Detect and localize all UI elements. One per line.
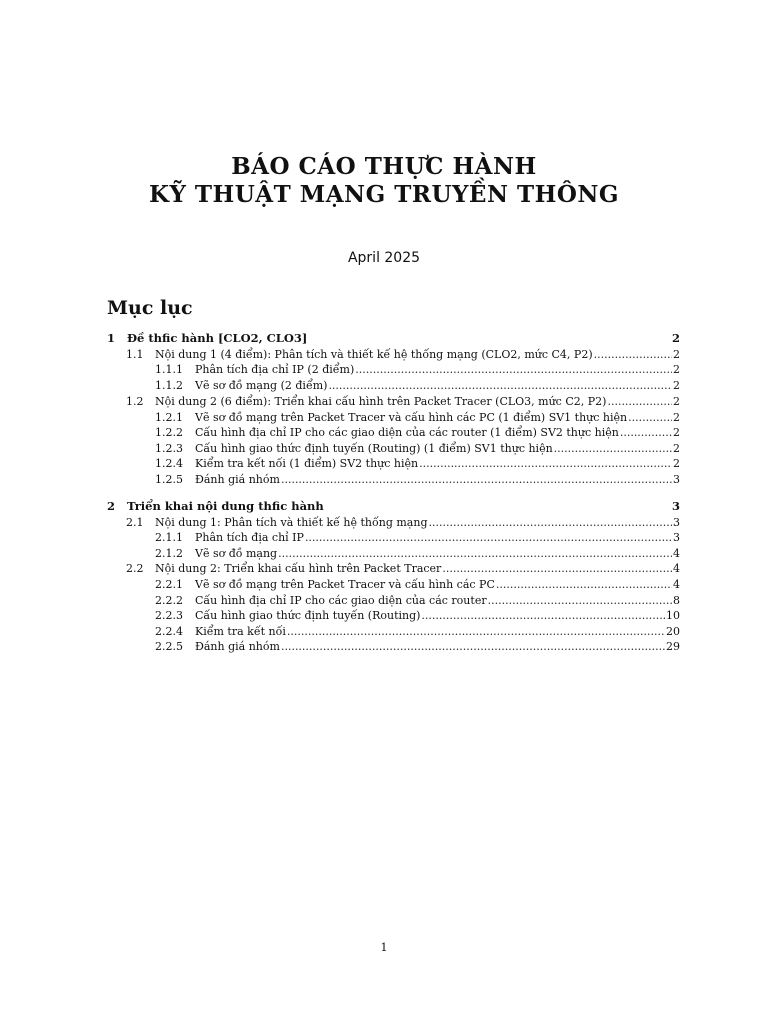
toc-entry-label: Kiểm tra kết nối — [195, 625, 286, 638]
toc-entry-page: 3 — [673, 473, 680, 486]
toc-entry-page: 2 — [673, 411, 680, 424]
toc-entry-number: 2.1.1 — [155, 531, 183, 544]
toc-entry[interactable] — [0, 561, 768, 576]
toc-entry-label: Vẽ sơ đồ mạng — [195, 547, 278, 560]
toc-entry-page: 4 — [673, 547, 680, 560]
toc-entry-number: 1.2.5 — [155, 473, 183, 486]
toc-entry[interactable] — [0, 410, 768, 425]
toc-entry[interactable] — [0, 530, 768, 545]
toc-entry-label: Nội dung 2: Triển khai cấu hình trên Packet Tracer — [155, 562, 442, 575]
toc-entry-number: 2.1.2 — [155, 547, 183, 560]
toc-entry-label: Cấu hình địa chỉ IP cho các giao diện của các router — [195, 594, 487, 607]
toc-entry-page: 4 — [673, 562, 680, 575]
toc-entry-label: Đánh giá nhóm — [195, 640, 280, 653]
toc-entry[interactable] — [0, 608, 768, 623]
toc-entry[interactable] — [0, 347, 768, 362]
toc-entry-number: 2.2.5 — [155, 640, 183, 653]
toc-entry-page: 10 — [666, 609, 680, 622]
toc-entry-page: 2 — [673, 442, 680, 455]
toc-entry-page: 2 — [673, 348, 680, 361]
toc-entry[interactable] — [0, 456, 768, 471]
toc-entry-label: Phân tích địa chỉ IP — [195, 531, 304, 544]
toc-entry-page: 2 — [671, 331, 680, 345]
toc-entry[interactable] — [0, 546, 768, 561]
toc-entry-number: 1.2.3 — [155, 442, 183, 455]
toc-entry[interactable] — [0, 441, 768, 456]
toc-entry-number: 2.2.1 — [155, 578, 183, 591]
toc-entry-number: 2.2.2 — [155, 594, 183, 607]
toc-entry-label: Nội dung 2 (6 điểm): Triển khai cấu hình trên Packet Tracer (CLO3, mức C2, P2) — [155, 395, 607, 408]
toc-entry[interactable] — [0, 639, 768, 654]
toc-entry-number: 2.2.4 — [155, 625, 183, 638]
toc-entry-page: 3 — [673, 531, 680, 544]
toc-entry-page: 8 — [673, 594, 680, 607]
toc-entry-number: 1.1.2 — [155, 379, 183, 392]
toc-entry-page: 2 — [673, 363, 680, 376]
toc-entry-page: 2 — [673, 395, 680, 408]
toc-entry-number: 2.2.3 — [155, 609, 183, 622]
toc-entry-number: 1.1 — [126, 348, 144, 361]
toc-entry-page: 4 — [673, 578, 680, 591]
toc-entry[interactable] — [0, 499, 768, 514]
toc-entry-page: 20 — [666, 625, 680, 638]
toc-entry-number: 1.2.1 — [155, 411, 183, 424]
toc-entry-label: Phân tích địa chỉ IP (2 điểm) — [195, 363, 355, 376]
toc-entry-label: Cấu hình giao thức định tuyến (Routing) (1 điểm) SV1 thực hiện — [195, 442, 553, 455]
toc-entry-label: Cấu hình địa chỉ IP cho các giao diện của các router (1 điểm) SV2 thực hiện — [195, 426, 619, 439]
toc-entry-label: Cấu hình giao thức định tuyến (Routing) — [195, 609, 421, 622]
toc-entry-label: Kiểm tra kết nối (1 điểm) SV2 thực hiện — [195, 457, 419, 470]
toc-entry-number: 2.2 — [126, 562, 144, 575]
toc-entry-label: Đề thfic hành [CLO2, CLO3] — [127, 331, 308, 345]
toc-entry-number: 1.2 — [126, 395, 144, 408]
toc-entry-number: 1 — [107, 331, 116, 345]
toc-entry-number: 1.2.2 — [155, 426, 183, 439]
report-date: April 2025 — [347, 250, 421, 266]
toc-entry-label: Vẽ sơ đồ mạng (2 điểm) — [195, 379, 328, 392]
toc-entry[interactable] — [0, 362, 768, 377]
toc-entry[interactable] — [0, 515, 768, 530]
toc-entry[interactable] — [0, 425, 768, 440]
report-title-line2: KỸ THUẬT MẠNG TRUYỀN THÔNG — [148, 181, 620, 208]
toc-entry-page: 2 — [673, 426, 680, 439]
toc-entry-label: Vẽ sơ đồ mạng trên Packet Tracer và cấu hình các PC — [195, 578, 495, 591]
toc-entry-page: 2 — [673, 457, 680, 470]
toc-entry-number: 2 — [107, 499, 116, 513]
toc-entry-page: 3 — [673, 516, 680, 529]
toc-entry[interactable] — [0, 593, 768, 608]
toc-entry-page: 2 — [673, 379, 680, 392]
toc-entry-number: 2.1 — [126, 516, 144, 529]
toc-entry-number: 1.2.4 — [155, 457, 183, 470]
toc-entry[interactable] — [0, 378, 768, 393]
toc-entry[interactable] — [0, 577, 768, 592]
page-number: 1 — [380, 941, 388, 954]
toc-entry-label: Triển khai nội dung thfic hành — [127, 499, 324, 513]
toc-entry-page: 3 — [671, 499, 680, 513]
toc-entry-page: 29 — [666, 640, 680, 653]
toc-entry[interactable] — [0, 624, 768, 639]
toc-entry[interactable] — [0, 331, 768, 346]
toc-entry-label: Đánh giá nhóm — [195, 473, 280, 486]
toc-entry-label: Nội dung 1: Phân tích và thiết kế hệ thống mạng — [155, 516, 428, 529]
toc-heading: Mục lục — [107, 297, 193, 319]
toc-entry-label: Nội dung 1 (4 điểm): Phân tích và thiết kế hệ thống mạng (CLO2, mức C4, P2) — [155, 348, 593, 361]
toc-entry[interactable] — [0, 472, 768, 487]
toc-entry[interactable] — [0, 394, 768, 409]
report-title-line1: BÁO CÁO THỰC HÀNH — [231, 153, 537, 180]
toc-entry-label: Vẽ sơ đồ mạng trên Packet Tracer và cấu hình các PC (1 điểm) SV1 thực hiện — [195, 411, 628, 424]
toc-entry-number: 1.1.1 — [155, 363, 183, 376]
